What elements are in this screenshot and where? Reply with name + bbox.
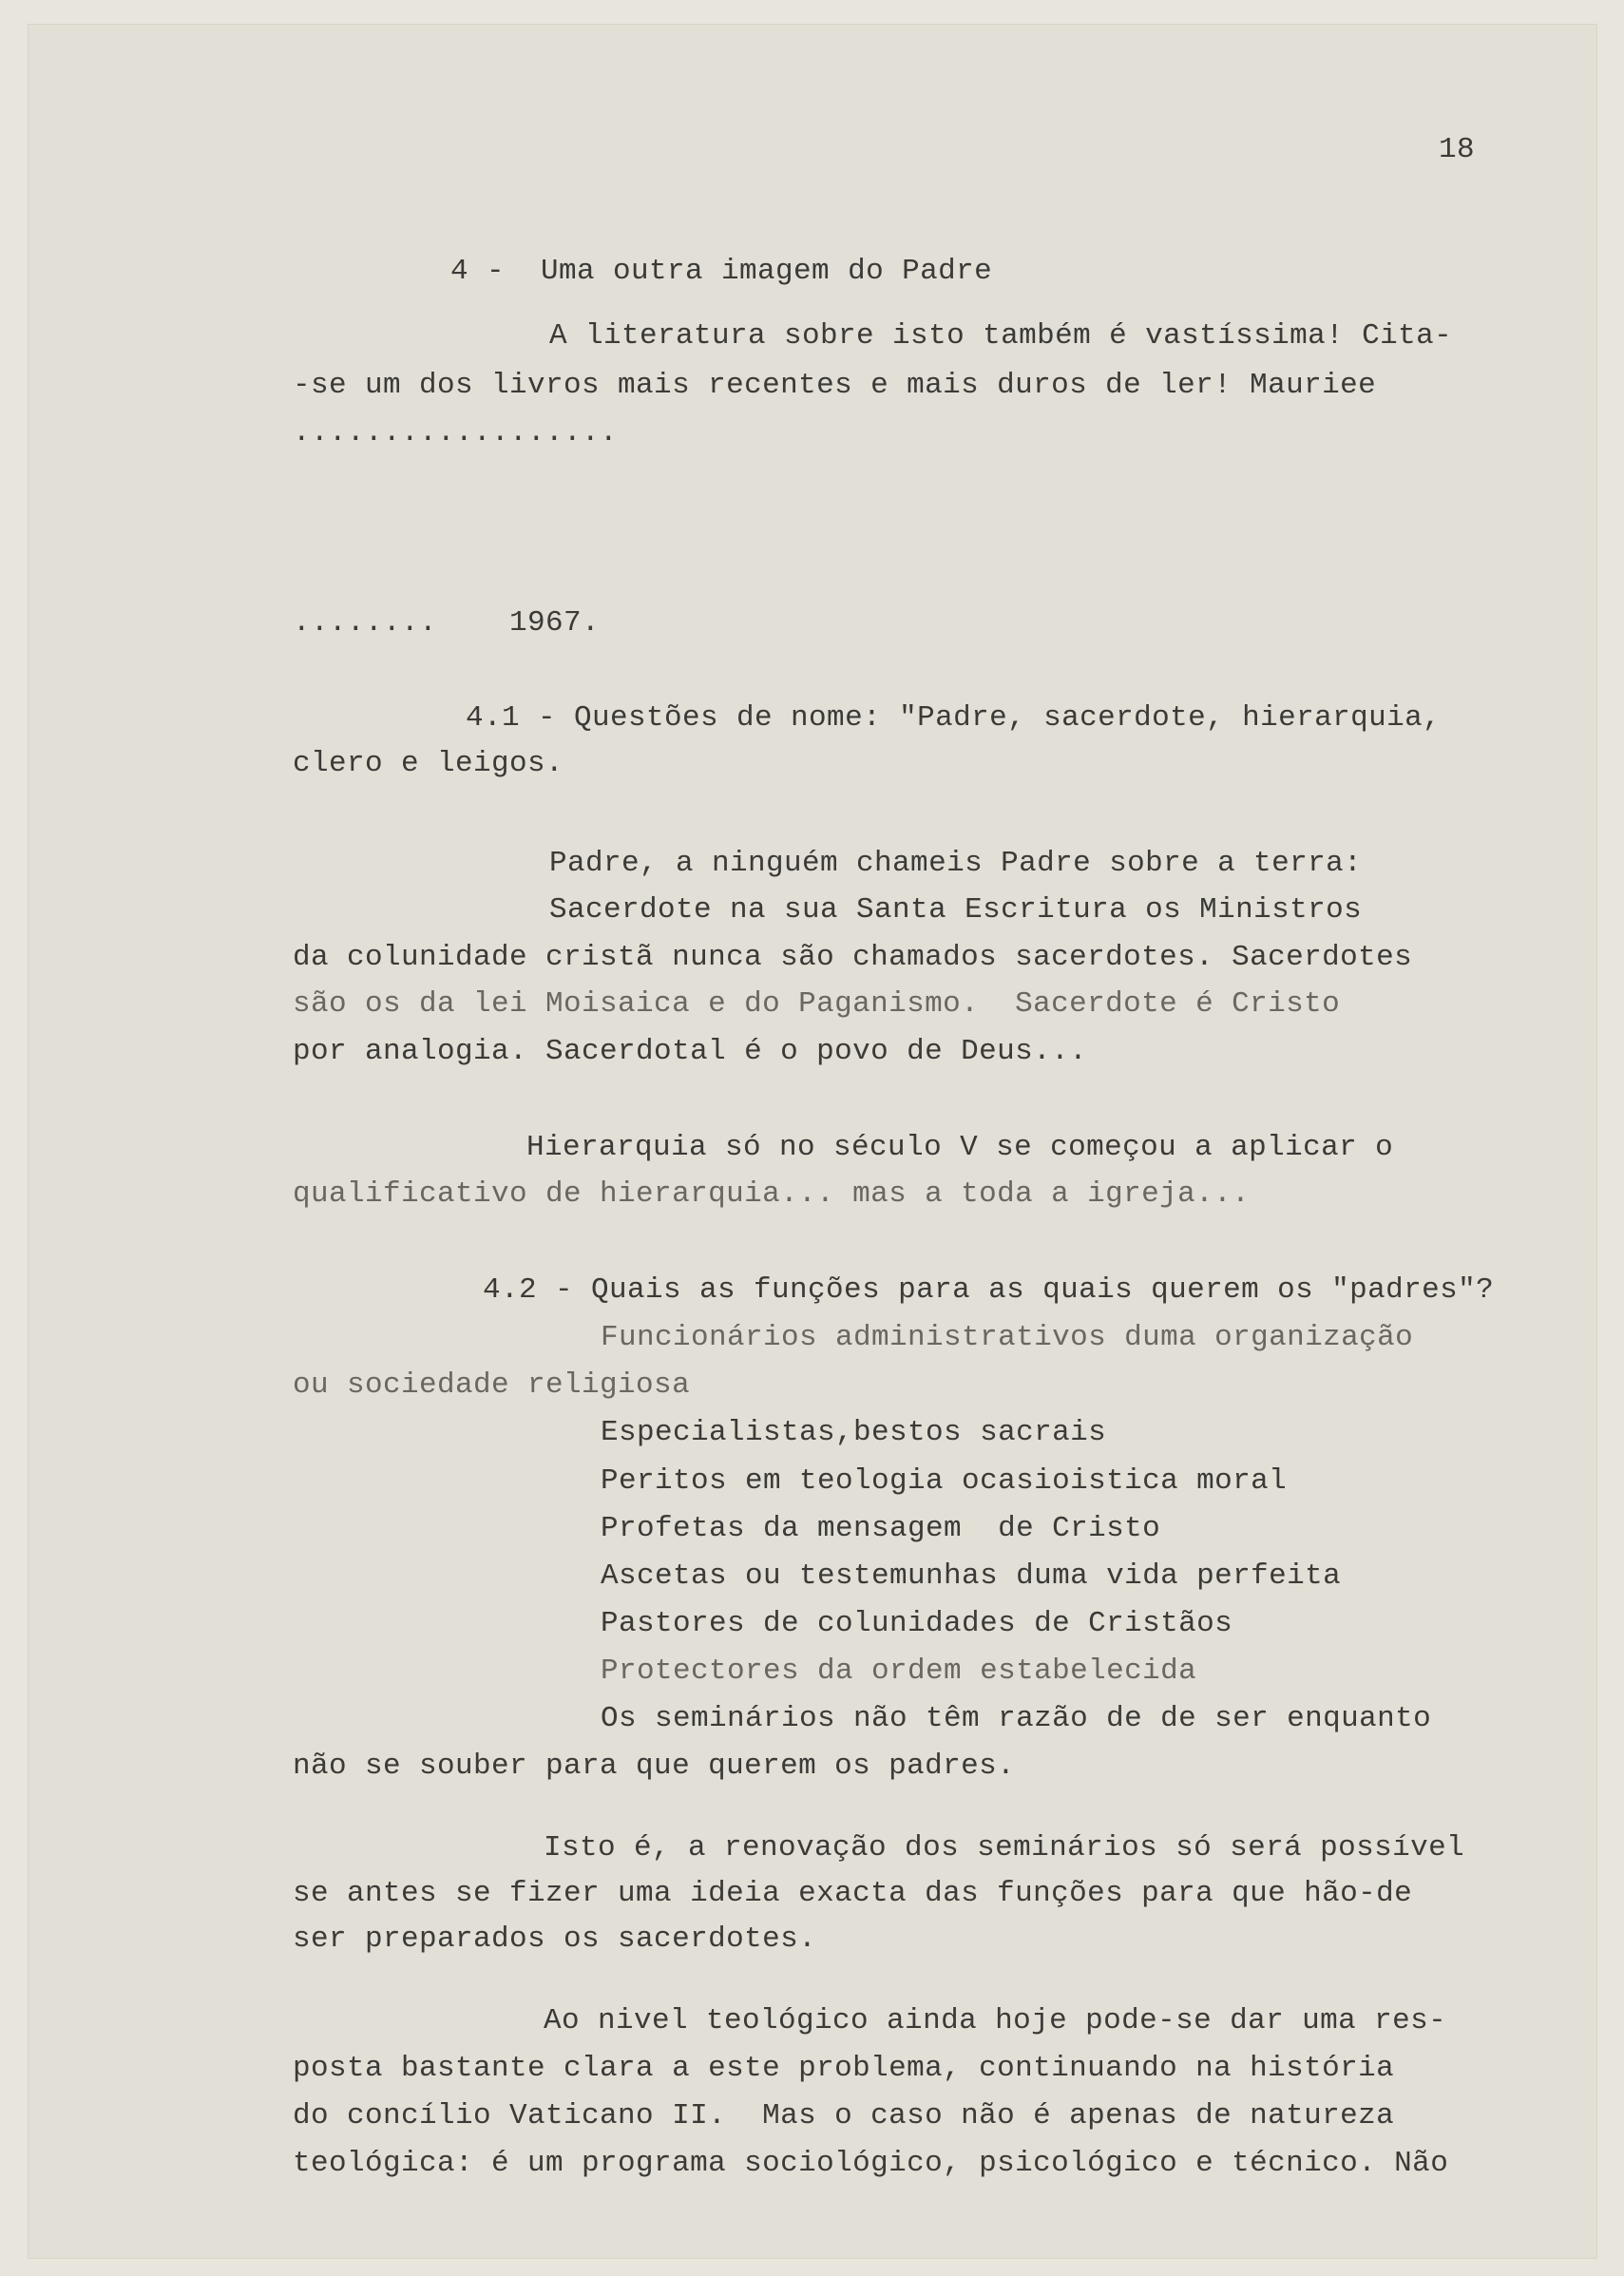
paragraph-line: qualificativo de hierarquia... mas a toda a igreja... [293,1177,1251,1211]
paragraph-line: Sacerdote na sua Santa Escritura os Ministros [549,893,1363,927]
paragraph-line: Isto é, a renovação dos seminários só será possível [544,1831,1465,1865]
page-number: 18 [1439,133,1476,166]
list-item-cont: não se souber para que querem os padres. [293,1750,1016,1783]
list-item: Funcionários administrativos duma organização [601,1321,1414,1354]
section-4-heading: 4 - Uma outra imagem do Padre [450,255,993,288]
list-item: Peritos em teologia ocasioistica moral [601,1464,1288,1498]
paragraph-line: da colunidade cristã nunca são chamados sacerdotes. Sacerdotes [293,941,1413,974]
paragraph-line: são os da lei Moisaica e do Paganismo. Sacerdote é Cristo [293,987,1341,1021]
paragraph-line: ser preparados os sacerdotes. [293,1922,817,1956]
section-4-2-heading: 4.2 - Quais as funções para as quais querem os "padres"? [483,1273,1495,1307]
paragraph-line: por analogia. Sacerdotal é o povo de Deus... [293,1035,1088,1068]
section-4-line: A literatura sobre isto também é vastíssima! Cita- [549,319,1453,353]
list-item: Profetas da mensagem de Cristo [601,1512,1161,1545]
section-4-1-heading-cont: clero e leigos. [293,747,564,780]
paragraph-line: se antes se fizer uma ideia exacta das funções para que hão-de [293,1877,1413,1910]
list-item: Pastores de colunidades de Cristãos [601,1607,1233,1640]
list-item: Os seminários não têm razão de de ser enquanto [601,1702,1432,1735]
section-4-dots: .................. [293,416,619,449]
paragraph-line: teológica: é um programa sociológico, psicológico e técnico. Não [293,2147,1449,2180]
list-item-cont: ou sociedade religiosa [293,1368,691,1402]
section-4-dots-year: ........ 1967. [293,606,601,640]
paragraph-line: Padre, a ninguém chameis Padre sobre a terra: [549,847,1363,880]
paragraph-line: Hierarquia só no século V se começou a aplicar o [526,1131,1394,1164]
list-item: Especialistas,bestos sacrais [601,1416,1107,1449]
list-item: Ascetas ou testemunhas duma vida perfeita [601,1559,1342,1593]
paragraph-line: posta bastante clara a este problema, continuando na história [293,2052,1395,2085]
section-4-1-heading: 4.1 - Questões de nome: "Padre, sacerdote, hierarquia, [466,701,1442,735]
paragraph-line: Ao nivel teológico ainda hoje pode-se dar uma res- [544,2004,1447,2037]
list-item: Protectores da ordem estabelecida [601,1654,1197,1688]
section-4-line: -se um dos livros mais recentes e mais duros de ler! Mauriee [293,369,1377,402]
paragraph-line: do concílio Vaticano II. Mas o caso não é apenas de natureza [293,2099,1395,2133]
